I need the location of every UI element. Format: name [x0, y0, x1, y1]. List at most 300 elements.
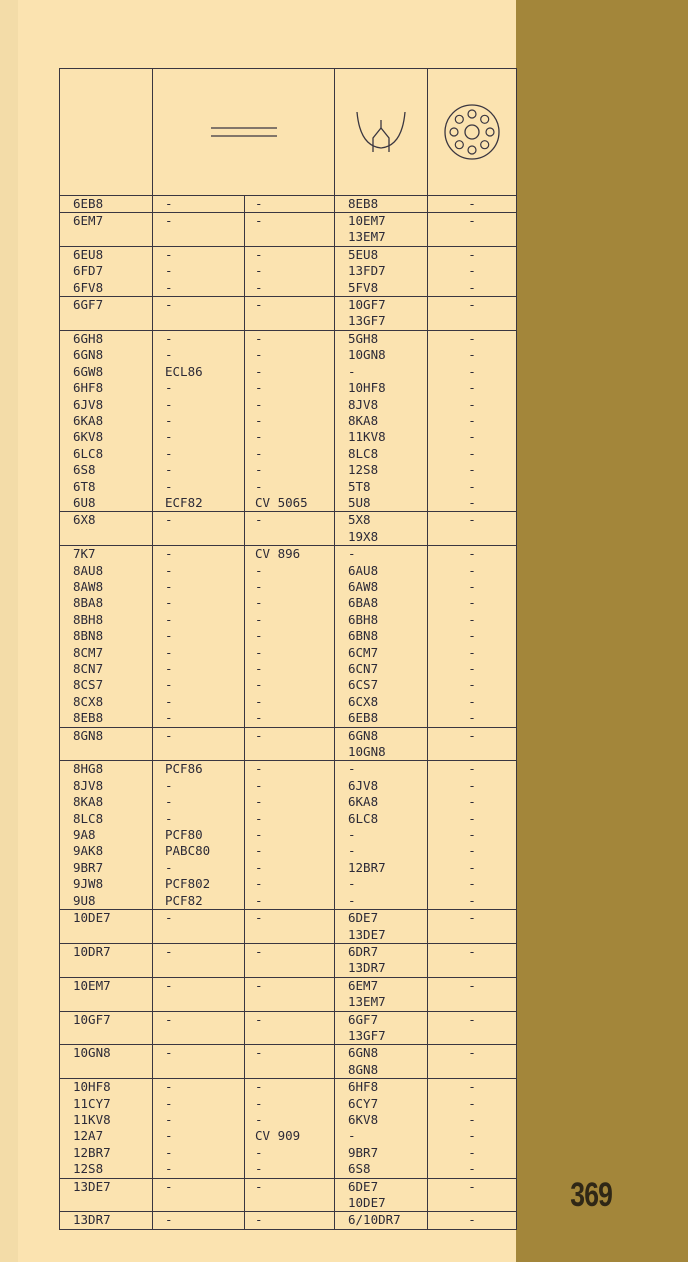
heater-variant-cell: 6CN7 — [335, 661, 428, 677]
military-equivalent-cell: CV 5065 — [245, 495, 335, 512]
table-row — [60, 263, 517, 279]
table-row — [60, 612, 517, 628]
heater-variant-cell: 12BR7 — [335, 860, 428, 876]
tube-type-cell — [60, 1195, 153, 1212]
socket-variant-cell: - — [428, 246, 517, 263]
equivalent-type-cell: - — [153, 677, 245, 693]
heater-variant-cell: - — [335, 876, 428, 892]
military-equivalent-cell: - — [245, 694, 335, 710]
socket-variant-cell: - — [428, 761, 517, 778]
military-equivalent-cell: - — [245, 1079, 335, 1096]
tube-type-cell: 10GN8 — [60, 1045, 153, 1062]
tube-type-cell — [60, 927, 153, 944]
table-row — [60, 661, 517, 677]
heater-variant-cell: 10GN8 — [335, 744, 428, 761]
military-equivalent-cell: - — [245, 213, 335, 230]
table-row — [60, 761, 517, 778]
socket-variant-cell: - — [428, 495, 517, 512]
page-edge-band — [516, 0, 688, 1262]
military-equivalent-cell: - — [245, 843, 335, 859]
military-equivalent-cell: - — [245, 645, 335, 661]
military-equivalent-cell: - — [245, 910, 335, 927]
military-equivalent-cell: - — [245, 330, 335, 347]
socket-variant-cell: - — [428, 661, 517, 677]
table-row — [60, 297, 517, 314]
military-equivalent-cell: - — [245, 761, 335, 778]
socket-variant-cell: - — [428, 195, 517, 212]
heater-variant-cell: 13EM7 — [335, 229, 428, 246]
heater-variant-cell: 6KA8 — [335, 794, 428, 810]
tube-type-cell: 6X8 — [60, 512, 153, 529]
table-row — [60, 994, 517, 1011]
table-row — [60, 628, 517, 644]
equivalent-type-cell: - — [153, 595, 245, 611]
table-row — [60, 744, 517, 761]
tube-type-cell: 6EB8 — [60, 195, 153, 212]
socket-variant-cell: - — [428, 1128, 517, 1144]
military-equivalent-cell: - — [245, 1011, 335, 1028]
military-equivalent-cell: - — [245, 397, 335, 413]
tube-type-cell: 6T8 — [60, 479, 153, 495]
heater-variant-cell: 6CY7 — [335, 1096, 428, 1112]
equivalent-type-cell: - — [153, 1161, 245, 1178]
heater-variant-cell: 13DE7 — [335, 927, 428, 944]
header-equivalent-cell — [153, 69, 335, 196]
socket-variant-cell — [428, 1062, 517, 1079]
military-equivalent-cell: - — [245, 479, 335, 495]
tube-type-cell: 9AK8 — [60, 843, 153, 859]
equivalent-type-cell: - — [153, 628, 245, 644]
socket-variant-cell: - — [428, 297, 517, 314]
military-equivalent-cell: - — [245, 462, 335, 478]
military-equivalent-cell: - — [245, 876, 335, 892]
tube-type-cell: 6KA8 — [60, 413, 153, 429]
equivalent-type-cell: - — [153, 380, 245, 396]
military-equivalent-cell — [245, 744, 335, 761]
table-row — [60, 397, 517, 413]
equivalent-type-cell: PABC80 — [153, 843, 245, 859]
heater-variant-cell: 5U8 — [335, 495, 428, 512]
tube-type-cell — [60, 960, 153, 977]
tube-type-cell: 6EM7 — [60, 213, 153, 230]
military-equivalent-cell: - — [245, 1161, 335, 1178]
tube-type-cell: 10HF8 — [60, 1079, 153, 1096]
heater-variant-cell: 5X8 — [335, 512, 428, 529]
equivalent-type-cell: - — [153, 330, 245, 347]
socket-variant-cell: - — [428, 860, 517, 876]
equivalent-type-cell: - — [153, 1011, 245, 1028]
military-equivalent-cell: - — [245, 263, 335, 279]
heater-variant-cell: - — [335, 546, 428, 563]
military-equivalent-cell: - — [245, 893, 335, 910]
tube-type-cell: 12BR7 — [60, 1145, 153, 1161]
equivalent-type-cell: - — [153, 213, 245, 230]
tube-equivalents-table — [59, 68, 517, 1230]
heater-variant-cell: 10GF7 — [335, 297, 428, 314]
table-row — [60, 977, 517, 994]
table-row — [60, 546, 517, 563]
tube-type-cell: 6EU8 — [60, 246, 153, 263]
heater-variant-cell: 10GN8 — [335, 347, 428, 363]
tube-filament-icon — [351, 108, 411, 156]
tube-type-cell: 6GH8 — [60, 330, 153, 347]
heater-variant-cell: 6/10DR7 — [335, 1212, 428, 1229]
socket-variant-cell: - — [428, 943, 517, 960]
heater-variant-cell: 6CS7 — [335, 677, 428, 693]
table-row — [60, 843, 517, 859]
heater-variant-cell: 6AU8 — [335, 563, 428, 579]
tube-type-cell — [60, 744, 153, 761]
military-equivalent-cell: - — [245, 778, 335, 794]
table-row — [60, 727, 517, 744]
military-equivalent-cell: - — [245, 280, 335, 297]
equivalent-type-cell — [153, 529, 245, 546]
equivalent-type-cell — [153, 744, 245, 761]
socket-variant-cell — [428, 229, 517, 246]
tube-type-cell: 10EM7 — [60, 977, 153, 994]
military-equivalent-cell: - — [245, 628, 335, 644]
tube-type-cell: 9U8 — [60, 893, 153, 910]
socket-variant-cell: - — [428, 827, 517, 843]
heater-variant-cell: 6S8 — [335, 1161, 428, 1178]
tube-type-cell: 6LC8 — [60, 446, 153, 462]
socket-variant-cell — [428, 927, 517, 944]
table-row — [60, 330, 517, 347]
military-equivalent-cell — [245, 927, 335, 944]
equivalent-type-cell: - — [153, 512, 245, 529]
tube-type-cell: 8HG8 — [60, 761, 153, 778]
socket-variant-cell — [428, 313, 517, 330]
heater-variant-cell: 6BN8 — [335, 628, 428, 644]
heater-variant-cell: 8KA8 — [335, 413, 428, 429]
heater-variant-cell: 6BA8 — [335, 595, 428, 611]
heater-variant-cell: - — [335, 364, 428, 380]
heater-variant-cell: 6CM7 — [335, 645, 428, 661]
socket-variant-cell: - — [428, 694, 517, 710]
tube-type-cell: 8CM7 — [60, 645, 153, 661]
table-row — [60, 1011, 517, 1028]
tube-type-cell: 8BN8 — [60, 628, 153, 644]
table-row — [60, 860, 517, 876]
table-row — [60, 512, 517, 529]
socket-variant-cell: - — [428, 413, 517, 429]
table-row — [60, 1178, 517, 1195]
equivalent-type-cell: - — [153, 246, 245, 263]
tube-type-cell: 6S8 — [60, 462, 153, 478]
table-row — [60, 1062, 517, 1079]
tube-type-cell: 8AU8 — [60, 563, 153, 579]
socket-variant-cell — [428, 744, 517, 761]
table-row — [60, 1128, 517, 1144]
equivalent-type-cell: - — [153, 1128, 245, 1144]
military-equivalent-cell: - — [245, 413, 335, 429]
table-row — [60, 280, 517, 297]
military-equivalent-cell: - — [245, 246, 335, 263]
military-equivalent-cell — [245, 229, 335, 246]
equivalent-type-cell — [153, 927, 245, 944]
equivalent-type-cell — [153, 994, 245, 1011]
military-equivalent-cell — [245, 529, 335, 546]
table-row — [60, 943, 517, 960]
header-type-cell — [60, 69, 153, 196]
socket-variant-cell: - — [428, 512, 517, 529]
heater-variant-cell: 6EB8 — [335, 710, 428, 727]
header-socket-cell — [428, 69, 517, 196]
equivalent-type-cell: - — [153, 1045, 245, 1062]
table-row — [60, 364, 517, 380]
socket-variant-cell: - — [428, 727, 517, 744]
equivalent-type-cell — [153, 313, 245, 330]
heater-variant-cell: 8JV8 — [335, 397, 428, 413]
socket-variant-cell: - — [428, 778, 517, 794]
heater-variant-cell: 5T8 — [335, 479, 428, 495]
tube-type-cell: 10DR7 — [60, 943, 153, 960]
heater-variant-cell: - — [335, 843, 428, 859]
tube-type-cell: 8BH8 — [60, 612, 153, 628]
military-equivalent-cell: - — [245, 1145, 335, 1161]
heater-variant-cell: 6GN8 — [335, 1045, 428, 1062]
socket-variant-cell: - — [428, 1011, 517, 1028]
equivalent-type-cell: - — [153, 1112, 245, 1128]
tube-type-cell: 10GF7 — [60, 1011, 153, 1028]
socket-variant-cell: - — [428, 429, 517, 445]
tube-type-cell: 6GW8 — [60, 364, 153, 380]
socket-variant-cell: - — [428, 628, 517, 644]
table-row — [60, 694, 517, 710]
table-row — [60, 579, 517, 595]
tube-type-cell: 8GN8 — [60, 727, 153, 744]
table-row — [60, 1195, 517, 1212]
tube-type-cell: 6HF8 — [60, 380, 153, 396]
socket-variant-cell: - — [428, 710, 517, 727]
table-row — [60, 893, 517, 910]
table-row — [60, 462, 517, 478]
table-row — [60, 645, 517, 661]
table-row — [60, 1045, 517, 1062]
heater-variant-cell: 13DR7 — [335, 960, 428, 977]
tube-type-cell: 6GF7 — [60, 297, 153, 314]
equivalent-type-cell: PCF80 — [153, 827, 245, 843]
equivalent-type-cell: - — [153, 413, 245, 429]
heater-variant-cell: 10DE7 — [335, 1195, 428, 1212]
socket-variant-cell: - — [428, 330, 517, 347]
military-equivalent-cell: - — [245, 1112, 335, 1128]
socket-variant-cell: - — [428, 579, 517, 595]
military-equivalent-cell: - — [245, 347, 335, 363]
equivalent-type-cell: - — [153, 661, 245, 677]
tube-type-cell: 13DR7 — [60, 1212, 153, 1229]
page-number: 369 — [570, 1176, 613, 1214]
military-equivalent-cell: - — [245, 710, 335, 727]
tube-type-cell — [60, 529, 153, 546]
heater-variant-cell: - — [335, 893, 428, 910]
equivalent-type-cell — [153, 1028, 245, 1045]
tube-type-cell: 8EB8 — [60, 710, 153, 727]
table-row — [60, 1145, 517, 1161]
military-equivalent-cell: - — [245, 364, 335, 380]
table-row — [60, 1112, 517, 1128]
tube-type-cell: 8KA8 — [60, 794, 153, 810]
table-header-row — [60, 69, 517, 196]
military-equivalent-cell: - — [245, 446, 335, 462]
equivalent-type-cell: - — [153, 347, 245, 363]
socket-variant-cell: - — [428, 1079, 517, 1096]
heater-variant-cell: 13FD7 — [335, 263, 428, 279]
tube-type-cell: 9BR7 — [60, 860, 153, 876]
socket-variant-cell: - — [428, 1161, 517, 1178]
tube-type-cell — [60, 229, 153, 246]
tube-type-cell: 9JW8 — [60, 876, 153, 892]
table-row — [60, 910, 517, 927]
table-row — [60, 1096, 517, 1112]
table-row — [60, 827, 517, 843]
military-equivalent-cell: - — [245, 595, 335, 611]
equivalent-type-cell — [153, 960, 245, 977]
table-row — [60, 380, 517, 396]
tube-type-cell — [60, 313, 153, 330]
equivalent-type-cell: - — [153, 1212, 245, 1229]
military-equivalent-cell: - — [245, 297, 335, 314]
table-row — [60, 563, 517, 579]
socket-variant-cell: - — [428, 794, 517, 810]
tube-type-cell: 8LC8 — [60, 811, 153, 827]
socket-variant-cell: - — [428, 563, 517, 579]
socket-variant-cell: - — [428, 645, 517, 661]
heater-variant-cell: 6AW8 — [335, 579, 428, 595]
military-equivalent-cell: - — [245, 579, 335, 595]
table-row — [60, 229, 517, 246]
heater-variant-cell: 6CX8 — [335, 694, 428, 710]
tube-type-cell: 6U8 — [60, 495, 153, 512]
socket-variant-cell — [428, 994, 517, 1011]
heater-variant-cell: 6KV8 — [335, 1112, 428, 1128]
equivalent-type-cell: - — [153, 694, 245, 710]
military-equivalent-cell — [245, 1028, 335, 1045]
socket-variant-cell: - — [428, 263, 517, 279]
socket-variant-cell: - — [428, 1212, 517, 1229]
equivalent-type-cell: PCF802 — [153, 876, 245, 892]
military-equivalent-cell: - — [245, 860, 335, 876]
tube-type-cell: 6FD7 — [60, 263, 153, 279]
table-row — [60, 529, 517, 546]
military-equivalent-cell: - — [245, 563, 335, 579]
equivalent-type-cell: - — [153, 811, 245, 827]
equivalent-type-cell: PCF86 — [153, 761, 245, 778]
heater-variant-cell: 5FV8 — [335, 280, 428, 297]
heater-variant-cell: 8LC8 — [335, 446, 428, 462]
socket-variant-cell: - — [428, 612, 517, 628]
heater-variant-cell: 6DR7 — [335, 943, 428, 960]
tube-type-cell — [60, 1062, 153, 1079]
military-equivalent-cell: - — [245, 943, 335, 960]
heater-variant-cell: 6EM7 — [335, 977, 428, 994]
heater-variant-cell: 6BH8 — [335, 612, 428, 628]
military-equivalent-cell: CV 909 — [245, 1128, 335, 1144]
tube-type-cell: 11KV8 — [60, 1112, 153, 1128]
tube-socket-pins-icon — [442, 102, 502, 162]
equivalent-type-cell: - — [153, 263, 245, 279]
equivalent-type-cell: ECF82 — [153, 495, 245, 512]
equivalent-lines-icon — [209, 122, 279, 142]
tube-type-cell: 8CN7 — [60, 661, 153, 677]
equivalent-type-cell: - — [153, 710, 245, 727]
heater-variant-cell: 6LC8 — [335, 811, 428, 827]
military-equivalent-cell: - — [245, 811, 335, 827]
table-row — [60, 413, 517, 429]
military-equivalent-cell — [245, 1195, 335, 1212]
equivalent-type-cell: - — [153, 943, 245, 960]
equivalent-type-cell: ECL86 — [153, 364, 245, 380]
table-row — [60, 1079, 517, 1096]
heater-variant-cell: 10EM7 — [335, 213, 428, 230]
socket-variant-cell: - — [428, 1096, 517, 1112]
equivalent-type-cell: - — [153, 794, 245, 810]
table-row — [60, 495, 517, 512]
heater-variant-cell: 8EB8 — [335, 195, 428, 212]
equivalent-type-cell: - — [153, 1096, 245, 1112]
table-row — [60, 677, 517, 693]
heater-variant-cell: 6GF7 — [335, 1011, 428, 1028]
table-row — [60, 479, 517, 495]
socket-variant-cell: - — [428, 1112, 517, 1128]
heater-variant-cell: 8GN8 — [335, 1062, 428, 1079]
heater-variant-cell: 6HF8 — [335, 1079, 428, 1096]
heater-variant-cell: 19X8 — [335, 529, 428, 546]
tube-type-cell: 12S8 — [60, 1161, 153, 1178]
table-row — [60, 595, 517, 611]
military-equivalent-cell — [245, 313, 335, 330]
equivalent-type-cell: PCF82 — [153, 893, 245, 910]
table-row — [60, 1212, 517, 1229]
tube-type-cell: 8AW8 — [60, 579, 153, 595]
header-heater-cell — [335, 69, 428, 196]
military-equivalent-cell: - — [245, 380, 335, 396]
military-equivalent-cell: - — [245, 612, 335, 628]
socket-variant-cell: - — [428, 462, 517, 478]
table-body — [60, 195, 517, 1229]
tube-type-cell: 10DE7 — [60, 910, 153, 927]
socket-variant-cell: - — [428, 364, 517, 380]
heater-variant-cell: 5EU8 — [335, 246, 428, 263]
equivalent-type-cell: - — [153, 1145, 245, 1161]
socket-variant-cell: - — [428, 677, 517, 693]
table-row — [60, 213, 517, 230]
socket-variant-cell: - — [428, 1145, 517, 1161]
military-equivalent-cell: - — [245, 727, 335, 744]
socket-variant-cell: - — [428, 843, 517, 859]
tube-type-cell: 13DE7 — [60, 1178, 153, 1195]
tube-type-cell: 6JV8 — [60, 397, 153, 413]
socket-variant-cell — [428, 1028, 517, 1045]
socket-variant-cell: - — [428, 1178, 517, 1195]
heater-variant-cell: 5GH8 — [335, 330, 428, 347]
socket-variant-cell: - — [428, 546, 517, 563]
socket-variant-cell: - — [428, 876, 517, 892]
military-equivalent-cell: - — [245, 827, 335, 843]
socket-variant-cell: - — [428, 479, 517, 495]
tube-type-cell — [60, 1028, 153, 1045]
socket-variant-cell: - — [428, 397, 517, 413]
table-row — [60, 195, 517, 212]
table-row — [60, 811, 517, 827]
military-equivalent-cell: - — [245, 195, 335, 212]
table-row — [60, 710, 517, 727]
tube-type-cell: 8JV8 — [60, 778, 153, 794]
socket-variant-cell — [428, 529, 517, 546]
heater-variant-cell: 10HF8 — [335, 380, 428, 396]
heater-variant-cell: 12S8 — [335, 462, 428, 478]
table-row — [60, 960, 517, 977]
